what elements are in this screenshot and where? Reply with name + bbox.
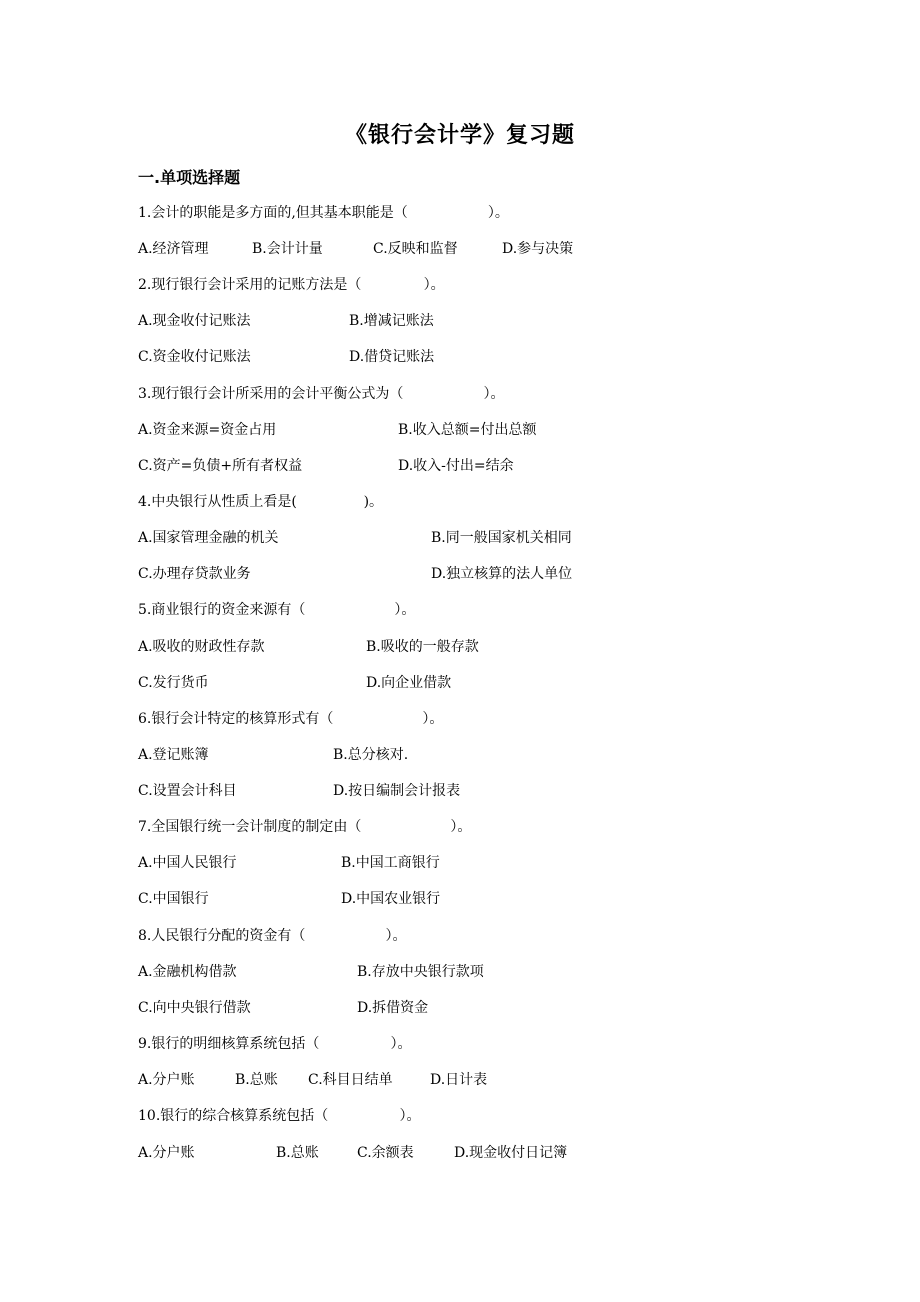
question-10-option-b: B.总账 [276, 1145, 319, 1161]
question-10-option-c: C.余额表 [357, 1145, 414, 1161]
question-2-option-d: D.借贷记账法 [349, 349, 435, 365]
question-8-option-c: C.向中央银行借款 [138, 1000, 251, 1016]
question-2-option-c: C.资金收付记账法 [138, 349, 251, 365]
question-9-option-a: A.分户账 [138, 1072, 195, 1088]
question-6-stem: 6.银行会计特定的核算形式有（ ）。 [138, 711, 444, 727]
question-10-option-a: A.分户账 [138, 1145, 195, 1161]
question-7-option-d: D.中国农业银行 [341, 891, 441, 907]
question-10-option-d: D.现金收付日记簿 [454, 1145, 568, 1161]
question-9-stem: 9.银行的明细核算系统包括（ ）。 [138, 1036, 412, 1052]
question-5-option-d: D.向企业借款 [366, 675, 452, 691]
question-2-option-b: B.增减记账法 [349, 313, 434, 329]
question-3-option-b: B.收入总额=付出总额 [398, 422, 537, 438]
question-5-stem: 5.商业银行的资金来源有（ ）。 [138, 602, 416, 618]
question-5-option-c: C.发行货币 [138, 675, 209, 691]
question-8-option-d: D.拆借资金 [357, 1000, 429, 1016]
question-1-option-a: A.经济管理 [138, 241, 209, 257]
question-9-option-d: D.日计表 [430, 1072, 488, 1088]
question-4-option-b: B.同一般国家机关相同 [431, 530, 572, 546]
question-4-option-d: D.独立核算的法人单位 [431, 566, 573, 582]
question-2-option-a: A.现金收付记账法 [138, 313, 251, 329]
question-3-option-d: D.收入-付出=结余 [398, 458, 514, 474]
question-9-option-b: B.总账 [235, 1072, 278, 1088]
question-8-option-b: B.存放中央银行款项 [357, 964, 484, 980]
question-4-option-a: A.国家管理金融的机关 [138, 530, 279, 546]
section-heading: 一.单项选择题 [138, 168, 241, 187]
question-1-option-d: D.参与决策 [502, 241, 574, 257]
question-2-stem: 2.现行银行会计采用的记账方法是（ ）。 [138, 277, 445, 293]
question-1-option-b: B.会计计量 [252, 241, 323, 257]
question-8-option-a: A.金融机构借款 [138, 964, 237, 980]
question-5-option-a: A.吸收的财政性存款 [138, 639, 265, 655]
question-7-option-a: A.中国人民银行 [138, 855, 237, 871]
question-7-option-c: C.中国银行 [138, 891, 209, 907]
question-8-stem: 8.人民银行分配的资金有（ ）。 [138, 928, 407, 944]
question-6-option-c: C.设置会计科目 [138, 783, 237, 799]
question-6-option-b: B.总分核对. [333, 747, 409, 763]
question-3-option-a: A.资金来源=资金占用 [138, 422, 277, 438]
document-title: 《银行会计学》复习题 [344, 123, 575, 148]
question-4-option-c: C.办理存贷款业务 [138, 566, 251, 582]
question-4-stem: 4.中央银行从性质上看是( )。 [138, 494, 384, 510]
question-7-option-b: B.中国工商银行 [341, 855, 440, 871]
question-3-option-c: C.资产=负债+所有者权益 [138, 458, 303, 474]
question-6-option-d: D.按日编制会计报表 [333, 783, 461, 799]
question-6-option-a: A.登记账簿 [138, 747, 209, 763]
question-1-stem: 1.会计的职能是多方面的,但其基本职能是（ ）。 [138, 205, 509, 221]
question-9-option-c: C.科目日结单 [308, 1072, 393, 1088]
question-3-stem: 3.现行银行会计所采用的会计平衡公式为（ ）。 [138, 386, 505, 402]
question-7-stem: 7.全国银行统一会计制度的制定由（ ）。 [138, 819, 472, 835]
question-5-option-b: B.吸收的一般存款 [366, 639, 479, 655]
question-1-option-c: C.反映和监督 [373, 241, 458, 257]
question-10-stem: 10.银行的综合核算系统包括（ ）。 [138, 1108, 421, 1124]
